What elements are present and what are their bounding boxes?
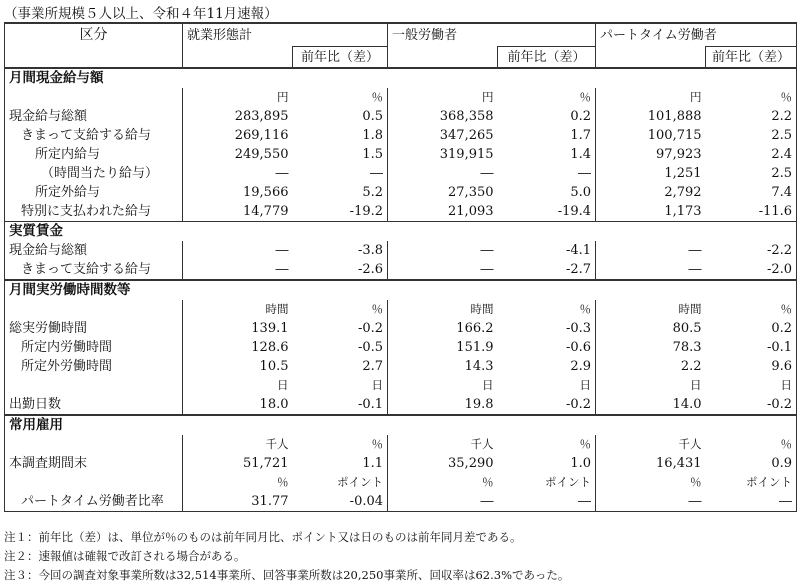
table-row xyxy=(5,395,797,415)
row-label: 所定外労働時間 xyxy=(5,357,183,376)
row-value: 97,923 xyxy=(596,145,706,164)
footnote-2: 注２：速報値は確報で改訂される場合がある。 xyxy=(4,549,246,563)
row-value: 368,358 xyxy=(388,107,498,126)
section-row xyxy=(5,415,797,435)
table-row xyxy=(5,338,797,357)
subheader-blank xyxy=(183,47,293,69)
row-label: 所定内給与 xyxy=(5,145,183,164)
row-value: ― xyxy=(388,164,498,183)
row-label: 出勤日数 xyxy=(5,395,183,415)
row-value: -0.2 xyxy=(565,397,592,412)
row-value: ― xyxy=(183,260,293,280)
section-row xyxy=(5,68,797,88)
row-value: 9.6 xyxy=(706,357,797,376)
table-row xyxy=(5,164,797,183)
row-value: ― xyxy=(596,241,706,260)
unit-row xyxy=(5,473,797,492)
row-value: 0.2 xyxy=(570,109,592,124)
row-value: 16,431 xyxy=(596,454,706,473)
row-value: 0.2 xyxy=(706,319,797,338)
unit-blank xyxy=(5,88,183,107)
report-title: （事業所規模５人以上、令和４年11月速報） xyxy=(4,6,278,22)
section-title: 実質賃金 xyxy=(5,222,797,242)
row-value: 1.0 xyxy=(570,456,592,471)
group-header-general: 一般労働者 xyxy=(388,23,596,47)
row-value: 35,290 xyxy=(388,454,498,473)
row-value: -0.2 xyxy=(357,321,384,336)
row-label: 本調査期間末 xyxy=(5,454,183,473)
subheader-blank xyxy=(388,47,498,69)
unit-label: 千人 xyxy=(596,435,706,454)
row-value: -2.0 xyxy=(706,260,797,280)
unit-label: ％ xyxy=(371,302,384,316)
unit-blank xyxy=(5,435,183,454)
unit-label: ％ xyxy=(579,90,592,104)
unit-label: ポイント xyxy=(545,475,592,489)
row-value: ― xyxy=(498,492,596,512)
section-row xyxy=(5,280,797,300)
footnote-3: 注３：今回の調査対象事業所数は32,514事業所、回答事業所数は20,250事業所、回収率は62.3%であった。 xyxy=(4,568,570,582)
row-value: 269,116 xyxy=(183,126,293,145)
row-value: 1.4 xyxy=(570,147,592,162)
row-value: 14.3 xyxy=(388,357,498,376)
table-row xyxy=(5,357,797,376)
unit-label: 日 xyxy=(183,376,293,395)
row-value: ― xyxy=(596,260,706,280)
unit-label: 日 xyxy=(388,376,498,395)
row-value: 139.1 xyxy=(183,319,293,338)
table-row xyxy=(5,319,797,338)
unit-label: ％ xyxy=(579,437,592,451)
table-row xyxy=(5,492,797,512)
unit-label: 日 xyxy=(579,378,592,392)
row-label: 所定外給与 xyxy=(5,183,183,202)
table-row xyxy=(5,260,797,280)
row-value: 2.5 xyxy=(706,126,797,145)
unit-label: 千人 xyxy=(183,435,293,454)
table-row xyxy=(5,126,797,145)
row-value: 2.9 xyxy=(570,359,592,374)
table-body xyxy=(5,23,797,512)
row-value: 0.9 xyxy=(706,454,797,473)
row-value: 19,566 xyxy=(183,183,293,202)
row-value: 10.5 xyxy=(183,357,293,376)
row-value: ― xyxy=(183,241,293,260)
unit-label: ポイント xyxy=(337,475,384,489)
row-value: 5.2 xyxy=(362,185,384,200)
row-label: パートタイム労働者比率 xyxy=(5,492,183,512)
row-value: ― xyxy=(388,260,498,280)
row-label: 所定内労働時間 xyxy=(5,338,183,357)
unit-label: ％ xyxy=(579,302,592,316)
row-value: 51,721 xyxy=(183,454,293,473)
yoy-header-general: 前年比（差） xyxy=(498,47,596,69)
row-value: 1,251 xyxy=(596,164,706,183)
row-value: -2.6 xyxy=(357,262,384,277)
unit-label: ％ xyxy=(371,437,384,451)
row-value: ― xyxy=(183,164,293,183)
section-title: 月間現金給与額 xyxy=(5,68,797,88)
row-value: -4.1 xyxy=(565,243,592,258)
row-value: 0.5 xyxy=(362,109,384,124)
row-value: 2.4 xyxy=(706,145,797,164)
row-value: 166.2 xyxy=(388,319,498,338)
table-row xyxy=(5,183,797,202)
unit-label: ％ xyxy=(388,473,498,492)
unit-label: ％ xyxy=(596,473,706,492)
row-value: 2.2 xyxy=(706,107,797,126)
row-label: 総実労働時間 xyxy=(5,319,183,338)
row-value: -11.6 xyxy=(706,202,797,222)
row-value: ― xyxy=(578,166,592,181)
unit-label: 時間 xyxy=(183,300,293,319)
row-label: 現金給与総額 xyxy=(5,107,183,126)
row-value: -0.04 xyxy=(293,492,388,512)
table-row xyxy=(5,202,797,222)
row-value: 78.3 xyxy=(596,338,706,357)
row-value: -0.3 xyxy=(565,321,592,336)
row-value: 319,915 xyxy=(388,145,498,164)
row-value: 80.5 xyxy=(596,319,706,338)
unit-label: 日 xyxy=(596,376,706,395)
row-value: ― xyxy=(388,492,498,512)
subheader-row xyxy=(5,47,797,69)
subheader-blank xyxy=(596,47,706,69)
unit-label: 千人 xyxy=(388,435,498,454)
unit-label: 円 xyxy=(183,88,293,107)
row-value: 2.5 xyxy=(706,164,797,183)
table-row xyxy=(5,145,797,164)
row-value: 2.2 xyxy=(596,357,706,376)
section-title: 月間実労働時間数等 xyxy=(5,280,797,300)
row-value: 151.9 xyxy=(388,338,498,357)
row-value: ― xyxy=(370,166,384,181)
row-label: 特別に支払われた給与 xyxy=(5,202,183,222)
row-value: ― xyxy=(388,241,498,260)
row-value: 19.8 xyxy=(388,395,498,415)
row-value: 5.0 xyxy=(570,185,592,200)
row-value: -3.8 xyxy=(357,243,384,258)
unit-label: 日 xyxy=(371,378,384,392)
unit-blank xyxy=(5,473,183,492)
row-value: 1,173 xyxy=(596,202,706,222)
footnote-1: 注１：前年比（差）は、単位が％のものは前年同月比、ポイント又は日のものは前年同月差である。 xyxy=(4,530,522,544)
row-value: 1.8 xyxy=(362,128,384,143)
table-row xyxy=(5,454,797,473)
row-value: 128.6 xyxy=(183,338,293,357)
row-value: 283,895 xyxy=(183,107,293,126)
row-value: -0.5 xyxy=(357,340,384,355)
row-value: -2.7 xyxy=(565,262,592,277)
row-value: 31.77 xyxy=(183,492,293,512)
row-value: -0.2 xyxy=(706,395,797,415)
unit-label: ％ xyxy=(706,88,797,107)
unit-blank xyxy=(5,300,183,319)
row-value: 101,888 xyxy=(596,107,706,126)
unit-row xyxy=(5,376,797,395)
group-header-total: 就業形態計 xyxy=(183,23,388,47)
table-row xyxy=(5,107,797,126)
unit-row xyxy=(5,88,797,107)
header-row xyxy=(5,23,797,47)
row-value: -19.2 xyxy=(349,204,384,219)
row-value: 2.7 xyxy=(362,359,384,374)
row-value: 27,350 xyxy=(388,183,498,202)
row-value: -0.1 xyxy=(357,397,384,412)
row-value: -2.2 xyxy=(706,241,797,260)
section-row xyxy=(5,222,797,242)
unit-label: 時間 xyxy=(596,300,706,319)
unit-label: 日 xyxy=(706,376,797,395)
unit-label: 円 xyxy=(388,88,498,107)
row-label: きまって支給する給与 xyxy=(5,126,183,145)
row-value: ― xyxy=(706,492,797,512)
row-label: 現金給与総額 xyxy=(5,241,183,260)
row-value: 1.7 xyxy=(570,128,592,143)
row-value: -19.4 xyxy=(557,204,592,219)
row-value: 2,792 xyxy=(596,183,706,202)
row-value: 100,715 xyxy=(596,126,706,145)
row-value: 21,093 xyxy=(388,202,498,222)
section-title: 常用雇用 xyxy=(5,415,797,435)
yoy-header-part: 前年比（差） xyxy=(706,47,797,69)
row-value: ― xyxy=(596,492,706,512)
row-label: きまって支給する給与 xyxy=(5,260,183,280)
unit-label: ％ xyxy=(706,300,797,319)
row-value: 7.4 xyxy=(706,183,797,202)
unit-label: ％ xyxy=(183,473,293,492)
unit-label: 時間 xyxy=(388,300,498,319)
group-header-part: パートタイム労働者 xyxy=(596,23,797,47)
unit-row xyxy=(5,300,797,319)
row-value: 1.5 xyxy=(362,147,384,162)
subheader-blank xyxy=(5,47,183,69)
unit-label: ％ xyxy=(706,435,797,454)
unit-blank xyxy=(5,376,183,395)
row-value: 347,265 xyxy=(388,126,498,145)
row-value: 14.0 xyxy=(596,395,706,415)
kubun-header: 区分 xyxy=(5,23,183,47)
row-value: 18.0 xyxy=(183,395,293,415)
row-value: 249,550 xyxy=(183,145,293,164)
row-value: -0.1 xyxy=(706,338,797,357)
row-value: -0.6 xyxy=(565,340,592,355)
footnotes xyxy=(4,528,569,585)
unit-label: ％ xyxy=(371,90,384,104)
statistics-table xyxy=(4,22,797,512)
table-row xyxy=(5,241,797,260)
row-label: （時間当たり給与） xyxy=(5,164,183,183)
unit-label: ポイント xyxy=(706,473,797,492)
yoy-header-total: 前年比（差） xyxy=(293,47,388,69)
row-value: 1.1 xyxy=(362,456,384,471)
unit-label: 円 xyxy=(596,88,706,107)
row-value: 14,779 xyxy=(183,202,293,222)
unit-row xyxy=(5,435,797,454)
